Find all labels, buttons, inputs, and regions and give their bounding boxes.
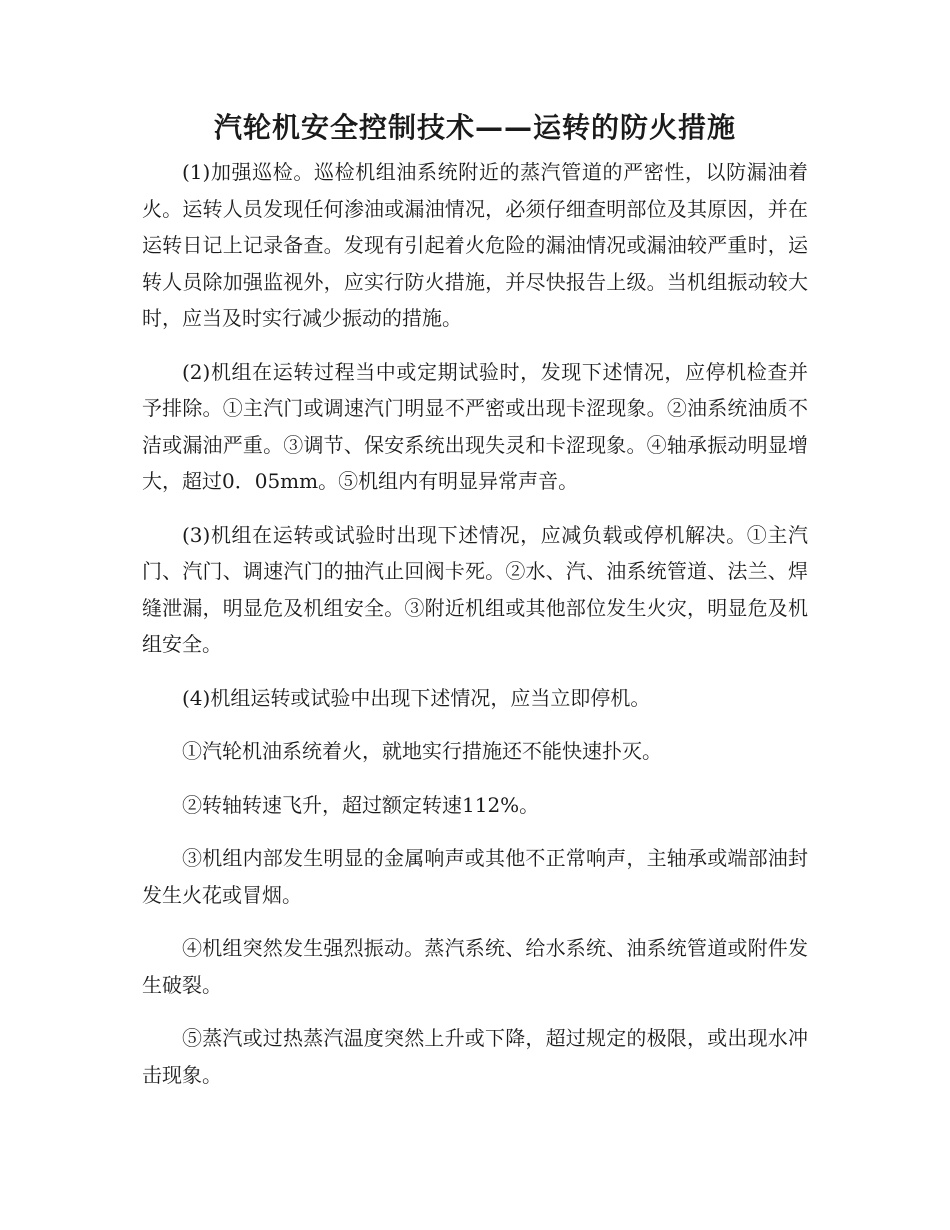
document-title: 汽轮机安全控制技术——运转的防火措施 xyxy=(213,111,736,144)
document-page xyxy=(142,108,808,1110)
list-item-2: ②转轴转速飞升，超过额定转速112%。 xyxy=(182,792,540,817)
paragraph-3: (3)机组在运转或试验时出现下述情况，应减负载或停机解决。①主汽门、汽门、调速汽门的抽汽止回阀卡死。②水、汽、油系统管道、法兰、焊缝泄漏，明显危及机组安全。③附近机组或其他部位发生火灾，明显危及机组安全。 xyxy=(142,522,808,656)
list-item-4: ④机组突然发生强烈振动。蒸汽系统、给水系统、油系统管道或附件发生破裂。 xyxy=(142,936,808,997)
paragraph-4: (4)机组运转或试验中出现下述情况，应当立即停机。 xyxy=(182,685,651,710)
paragraph-1: (1)加强巡检。巡检机组油系统附近的蒸汽管道的严密性，以防漏油着火。运转人员发现任何渗油或漏油情况，必须仔细查明部位及其原因，并在运转日记上记录备查。发现有引起着火危险的漏油情况或漏油较严重时，运转人员除加强监视外，应实行防火措施，并尽快报告上级。当机组振动较大时，应当及时实行减少振动的措施。 xyxy=(142,160,808,330)
list-item-1: ①汽轮机油系统着火，就地实行措施还不能快速扑灭。 xyxy=(182,739,662,763)
paragraph-2: (2)机组在运转过程当中或定期试验时，发现下述情况，应停机检查并予排除。①主汽门或调速汽门明显不严密或出现卡涩现象。②油系统油质不洁或漏油严重。③调节、保安系统出现失灵和卡涩现象。④轴承振动明显增大，超过0．05mm。⑤机组内有明显异常声音。 xyxy=(142,359,808,493)
list-item-5: ⑤蒸汽或过热蒸汽温度突然上升或下降，超过规定的极限，或出现水冲击现象。 xyxy=(142,1026,808,1087)
list-item-3: ③机组内部发生明显的金属响声或其他不正常响声，主轴承或端部油封发生火花或冒烟。 xyxy=(142,846,808,907)
